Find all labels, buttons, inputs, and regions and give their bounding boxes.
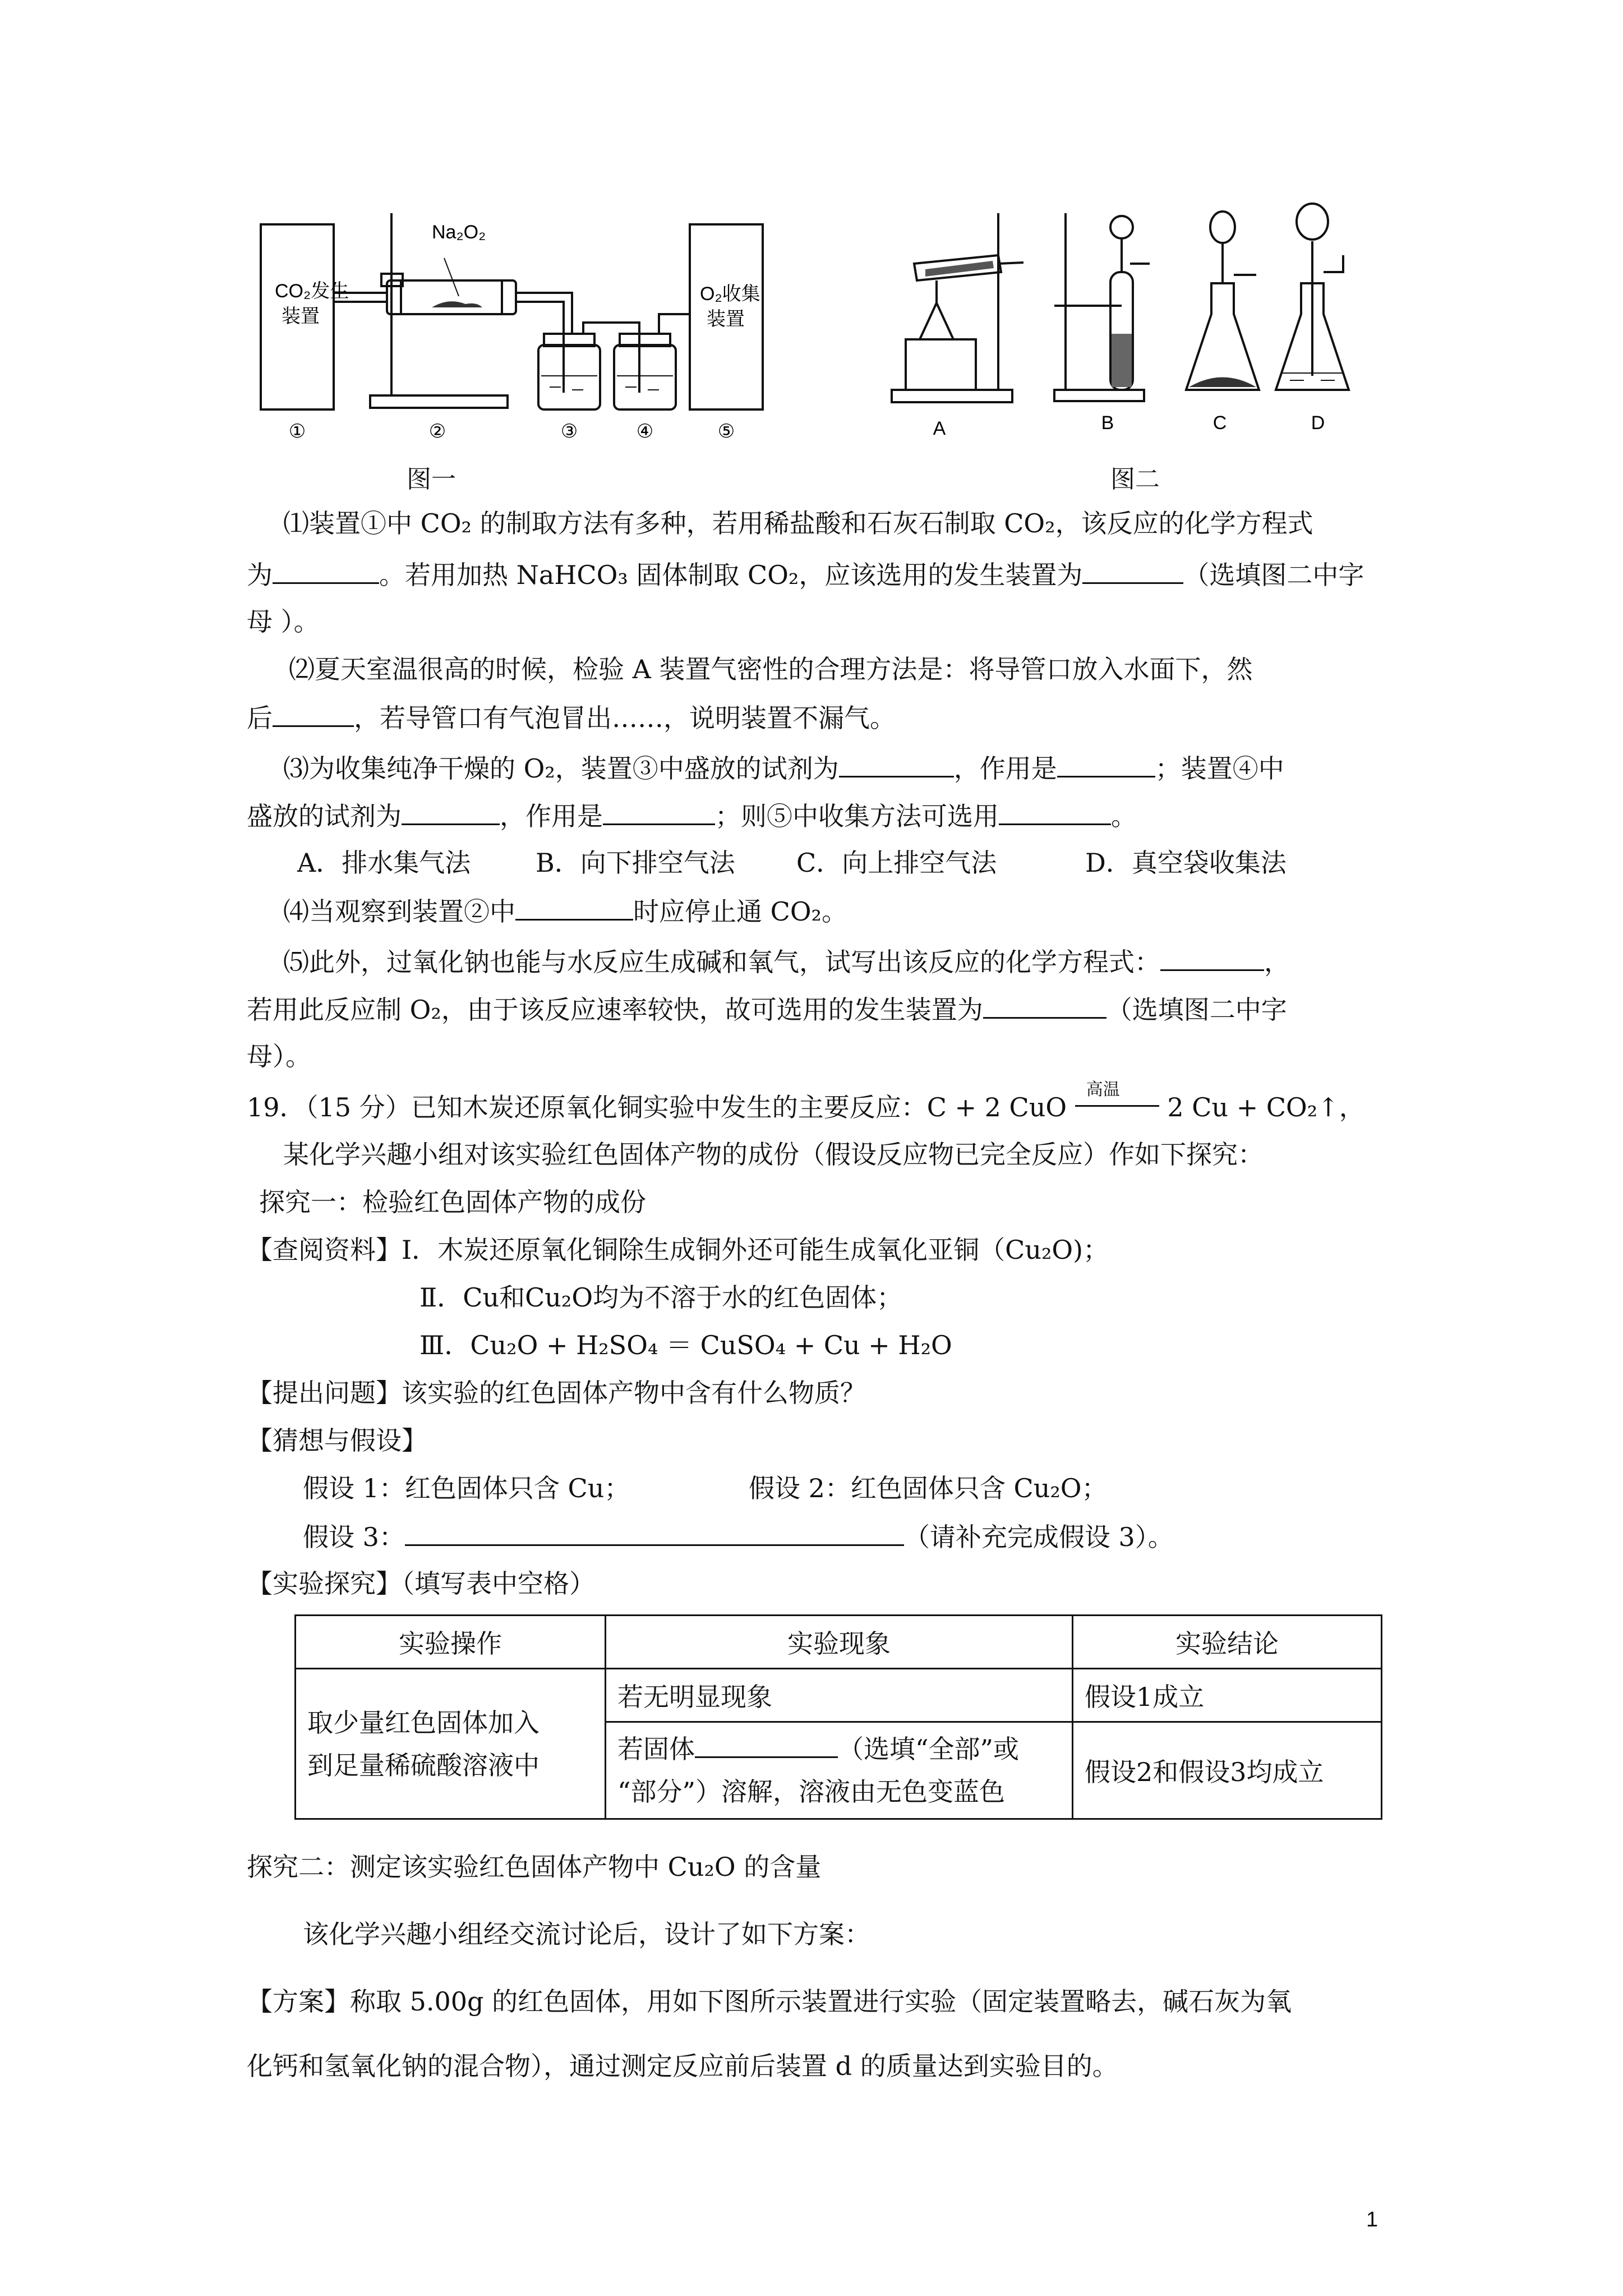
apparatus-label-2: ② (428, 421, 446, 442)
text: （选填图二中字 (1183, 560, 1364, 590)
figure-2-caption: 图二 (1110, 465, 1160, 494)
q18-part2-line1: ⑵夏天室温很高的时候，检验 A 装置气密性的合理方法是：将导管口放入水面下，然 (289, 654, 1253, 684)
q19-plan-line2: 化钙和氢氧化钠的混合物），通过测定反应前后装置 d 的质量达到实验目的。 (247, 2051, 1118, 2081)
text: 2 Cu + CO₂↑， (1167, 1092, 1365, 1122)
answer-blank[interactable] (839, 754, 954, 777)
text: （选填图二中字 (1106, 995, 1287, 1025)
table-header: 实验现象 (606, 1616, 1073, 1669)
text: 为 (247, 560, 273, 590)
text: ⑶为收集纯净干燥的 O₂，装置③中盛放的试剂为 (283, 753, 839, 784)
text: （请补充完成假设 3）。 (903, 1522, 1174, 1552)
text: 若用此反应制 O₂，由于该反应速率较快，故可选用的发生装置为 (247, 995, 983, 1025)
answer-blank[interactable] (983, 996, 1106, 1019)
q19-inquiry-2: 探究二：测定该实验红色固体产物中 Cu₂O 的含量 (247, 1852, 822, 1882)
text: 。若用加热 NaHCO₃ 固体制取 CO₂，应该选用的发生装置为 (379, 560, 1083, 590)
apparatus-label-1: ① (288, 421, 306, 442)
q19-reference-2: Ⅱ．Cu和Cu₂O均为不溶于水的红色固体； (419, 1282, 903, 1313)
apparatus-label-c: C (1212, 412, 1227, 434)
q18-part2-line2 (247, 704, 896, 731)
box1-label-2: 装置 (282, 306, 320, 327)
apparatus-label-5: ⑤ (717, 421, 735, 442)
q19-hypothesis-3 (303, 1523, 1174, 1550)
table-cell-operation (296, 1669, 606, 1819)
answer-blank[interactable] (1082, 561, 1183, 584)
text: 若固体 (617, 1734, 695, 1764)
q18-part1-line1: ⑴装置①中 CO₂ 的制取方法有多种，若用稀盐酸和石灰石制取 CO₂，该反应的化学方程式 (283, 508, 1313, 539)
apparatus-label-d: D (1311, 412, 1325, 434)
text: 盛放的试剂为 (247, 801, 402, 831)
answer-blank[interactable] (405, 1523, 904, 1546)
text: “部分”）溶解，溶液由无色变蓝色 (617, 1777, 1006, 1807)
text: Ⅰ．木炭还原氧化铜除生成铜外还可能生成氧化亚铜（Cu₂O)； (402, 1235, 1109, 1265)
text: 时应停止通 CO₂。 (633, 896, 847, 927)
q18-part5-line3: 母）。 (247, 1041, 311, 1071)
answer-blank[interactable] (695, 1735, 838, 1758)
q19-hypothesis-2: 假设 2：红色固体只含 Cu₂O； (749, 1473, 1108, 1503)
q19-plan-line1: 【方案】称取 5.00g 的红色固体，用如下图所示装置进行实验（固定装置略去，碱石灰为氧 (247, 1986, 1292, 2017)
text: 到足量稀硫酸溶液中 (307, 1750, 540, 1780)
q19-question: 【提出问题】该实验的红色固体产物中含有什么物质？ (247, 1378, 866, 1408)
reaction-arrow (1075, 1080, 1159, 1116)
table-cell-phenomenon-2 (606, 1722, 1073, 1819)
text: ；装置④中 (1155, 753, 1284, 784)
text: ⑸此外，过氧化钠也能与水反应生成碱和氧气，试写出该反应的化学方程式： (283, 947, 1160, 977)
box5-label-2: 装置 (707, 309, 745, 330)
text: 19．（15 分）已知木炭还原氧化铜实验中发生的主要反应：C + 2 CuO (247, 1092, 1067, 1122)
q19-hypothesis-heading: 【猜想与假设】 (247, 1425, 427, 1456)
apparatus-label-4: ④ (636, 421, 654, 442)
answer-blank[interactable] (1160, 948, 1264, 971)
apparatus-label-a: A (933, 418, 946, 439)
text: 假设 3： (303, 1522, 405, 1552)
text: （选填“全部”或 (838, 1734, 1020, 1764)
answer-blank[interactable] (603, 802, 715, 825)
answer-blank[interactable] (515, 898, 633, 921)
text: 。 (1111, 801, 1137, 831)
answer-blank[interactable] (402, 802, 500, 825)
answer-blank[interactable] (273, 561, 379, 584)
text (617, 1728, 1061, 1770)
q18-part5-line2 (247, 996, 1287, 1023)
text: ⑷当观察到装置②中 (283, 896, 515, 927)
table-header-row (296, 1616, 1382, 1669)
text: ；则⑤中收集方法可选用 (715, 801, 999, 831)
q18-part5-line1 (283, 948, 1290, 975)
text: 后 (247, 703, 273, 733)
text: ，若导管口有气泡冒出……，说明装置不漏气。 (354, 703, 896, 733)
answer-blank[interactable] (999, 802, 1111, 825)
figure-1-caption: 图一 (407, 465, 456, 494)
experiment-table (294, 1614, 1382, 1820)
reagent-label: Na₂O₂ (432, 222, 486, 243)
text: ， (1264, 947, 1290, 977)
q18-part1-line2 (247, 561, 1364, 588)
q18-option-c: C．向上排空气法 (796, 848, 997, 878)
reaction-condition: 高温 (1086, 1080, 1120, 1099)
q19-inquiry-1: 探究一：检验红色固体产物的成份 (259, 1187, 646, 1217)
q18-option-b: B．向下排空气法 (536, 848, 735, 878)
figure-1-apparatus (247, 208, 987, 462)
q18-part3-line1 (283, 753, 1284, 784)
text: ，作用是 (953, 753, 1057, 784)
box5-label-1: O₂收集 (700, 283, 760, 305)
table-cell-conclusion-1: 假设1成立 (1073, 1669, 1382, 1722)
table-row (296, 1669, 1382, 1722)
q19-discussion: 该化学兴趣小组经交流讨论后，设计了如下方案： (303, 1919, 870, 1949)
q18-part1-line3: 母 ）。 (247, 606, 320, 637)
arrow-line (1075, 1105, 1159, 1107)
apparatus-label-3: ③ (560, 421, 578, 442)
q18-option-d: D．真空袋收集法 (1085, 848, 1287, 878)
table-header: 实验结论 (1073, 1616, 1382, 1669)
table-cell-phenomenon-1: 若无明显现象 (606, 1669, 1073, 1722)
table-header: 实验操作 (296, 1616, 606, 1669)
figure-2-apparatus (886, 202, 1391, 457)
q19-intro: 某化学兴趣小组对该实验红色固体产物的成份（假设反应物已完全反应）作如下探究： (283, 1139, 1264, 1170)
q18-option-a: A．排水集气法 (297, 848, 471, 878)
page-number: 1 (1366, 2208, 1378, 2231)
answer-blank[interactable] (1057, 754, 1155, 777)
table-cell-conclusion-2: 假设2和假设3均成立 (1073, 1722, 1382, 1819)
text: ，作用是 (500, 801, 603, 831)
q18-part3-line2 (247, 802, 1137, 829)
q19-reference-3: Ⅲ．Cu₂O + H₂SO₄ ＝ CuSO₄ + Cu + H₂O (419, 1330, 952, 1360)
q18-part4 (283, 896, 847, 927)
q19-hypothesis-1: 假设 1：红色固体只含 Cu； (303, 1473, 630, 1503)
q19-experiment-heading: 【实验探究】（填写表中空格） (247, 1568, 595, 1599)
text: 取少量红色固体加入 (307, 1707, 540, 1738)
q19-reference-1 (247, 1237, 1109, 1263)
section-heading: 【查阅资料】 (247, 1235, 402, 1265)
box1-label-1: CO₂发生 (275, 280, 349, 302)
answer-blank[interactable] (273, 704, 354, 727)
q19-header (247, 1080, 1365, 1122)
apparatus-label-b: B (1101, 412, 1114, 434)
